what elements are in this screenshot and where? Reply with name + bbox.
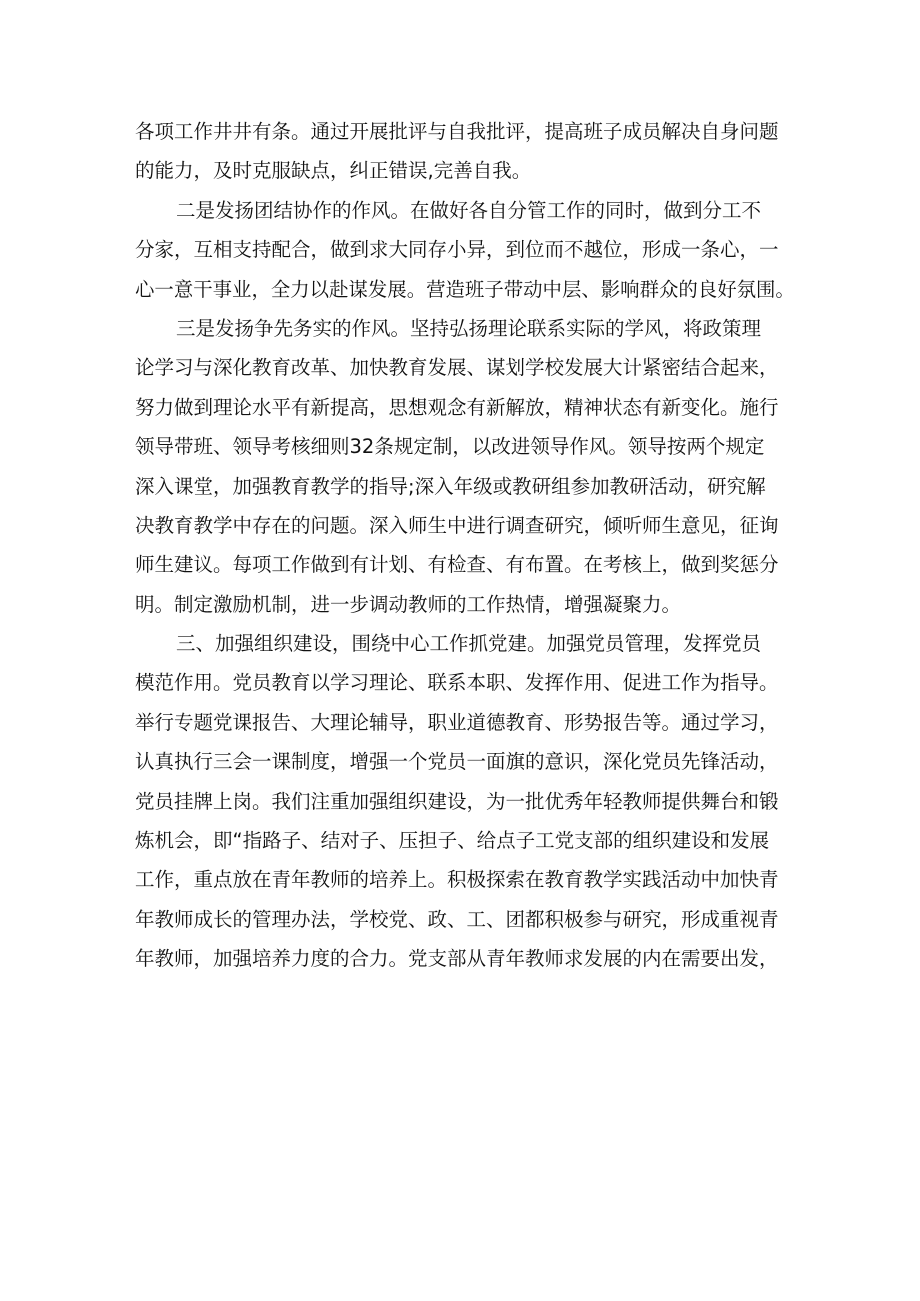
text-line: 分家，互相支持配合，做到求大同存小异，到位而不越位，形成一条心，一 [135, 238, 779, 262]
paragraph-start-line: 三是发扬争先务实的作风。坚持弘扬理论联系实际的学风，将政策理 [176, 316, 762, 340]
text-line: 年教师，加强培养力度的合力。党支部从青年教师求发展的内在需要出发， [135, 947, 779, 971]
text-line: 模范作用。党员教育以学习理论、联系本职、发挥作用、促进工作为指导。 [135, 671, 779, 695]
text-line: 各项工作井井有条。通过开展批评与自我批评，提高班子成员解决自身问题 [135, 120, 779, 143]
text-line: 认真执行三会一课制度，增强一个党员一面旗的意识，深化党员先锋活动， [135, 750, 779, 774]
paragraph-start-line: 二是发扬团结协作的作风。在做好各自分管工作的同时，做到分工不 [176, 198, 762, 222]
text-line: 明。制定激励机制，进一步调动教师的工作热情，增强凝聚力。 [135, 592, 682, 616]
text-line: 党员挂牌上岗。我们注重加强组织建设，为一批优秀年轻教师提供舞台和锻 [135, 789, 779, 813]
text-line: 师生建议。每项工作做到有计划、有检查、有布置。在考核上，做到奖惩分 [135, 553, 779, 577]
text-line: 领导带班、领导考核细则32条规定制，以改进领导作风。领导按两个规定 [135, 435, 765, 459]
document-body [135, 112, 795, 979]
text-line: 工作，重点放在青年教师的培养上。积极探索在教育教学实践活动中加快青 [135, 868, 779, 892]
text-line: 论学习与深化教育改革、加快教育发展、谋划学校发展大计紧密结合起来， [135, 356, 779, 380]
text-line: 年教师成长的管理办法，学校党、政、工、团都积极参与研究，形成重视青 [135, 907, 779, 931]
paragraph-start-line: 三、加强组织建设，围绕中心工作抓党建。加强党员管理，发挥党员 [176, 632, 762, 656]
text-line: 心一意干事业，全力以赴谋发展。营造班子带动中层、影响群众的良好氛围。 [135, 277, 795, 301]
text-line: 炼机会，即“指路子、结对子、压担子、给点子工党支部的组织建设和发展 [135, 829, 770, 853]
text-line: 决教育教学中存在的问题。深入师生中进行调查研究，倾听师生意见，征询 [135, 513, 779, 537]
text-line: 的能力，及时克服缺点，纠正错误,完善自我。 [135, 159, 532, 183]
text-line: 努力做到理论水平有新提高，思想观念有新解放，精神状态有新变化。施行 [135, 395, 779, 419]
text-line: 举行专题党课报告、大理论辅导，职业道德教育、形势报告等。通过学习， [135, 710, 779, 734]
text-line: 深入课堂，加强教育教学的指导;深入年级或教研组参加教研活动，研究解 [135, 474, 766, 498]
